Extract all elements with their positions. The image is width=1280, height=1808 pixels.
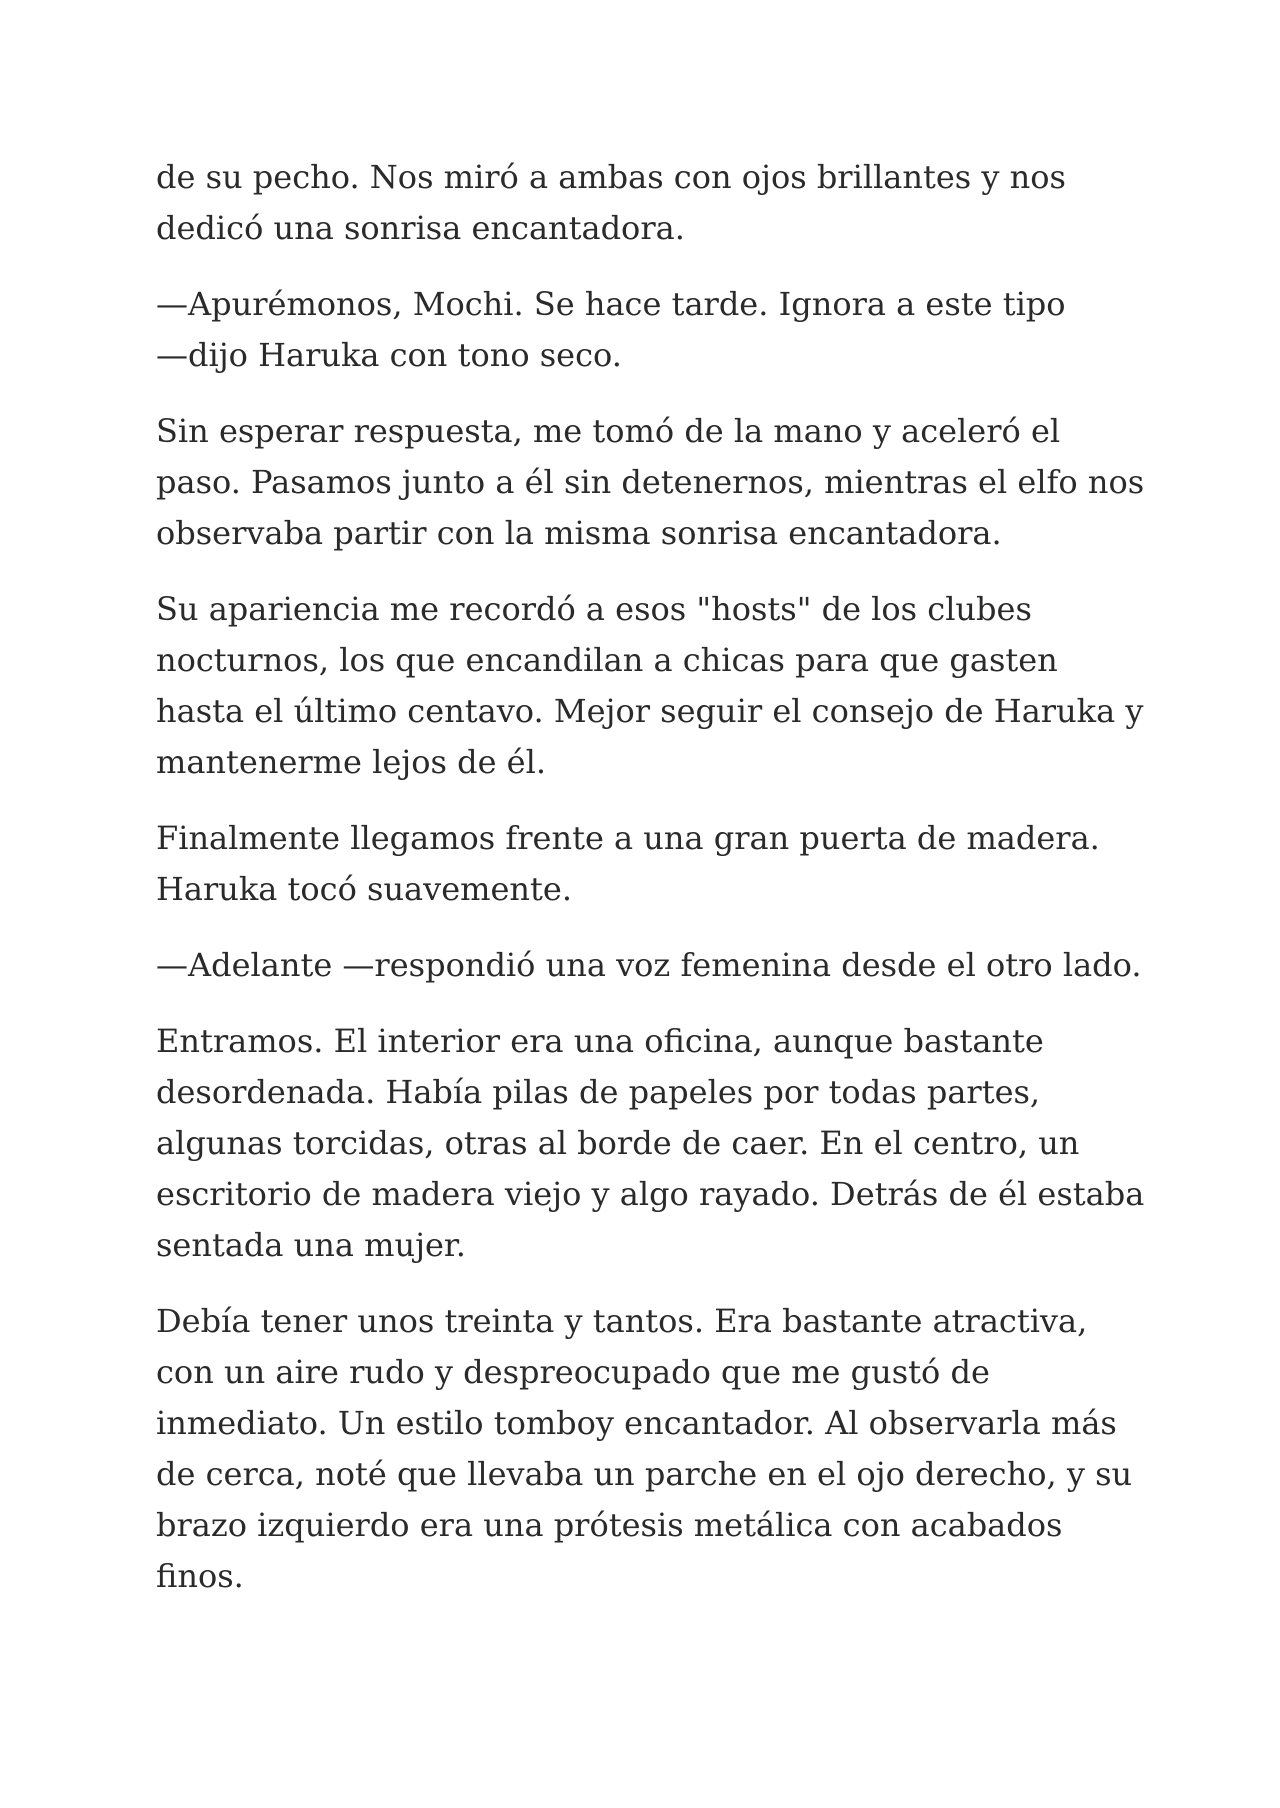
paragraph: Su apariencia me recordó a esos "hosts" de los clubes nocturnos, los que encandilan a chicas para que gasten hasta el último centavo. Mejor seguir el consejo de Haruka y mantenerme lejos de él. — [156, 590, 1144, 781]
paragraph: Sin esperar respuesta, me tomó de la mano y aceleró el paso. Pasamos junto a él sin detenernos, mientras el elfo nos observaba partir con la misma sonrisa encantadora. — [156, 412, 1145, 552]
paragraph: —Apurémonos, Mochi. Se hace tarde. Ignora a este tipo —dijo Haruka con tono seco. — [156, 285, 1066, 374]
paragraph: Entramos. El interior era una oficina, aunque bastante desordenada. Había pilas de papeles por todas partes, algunas torcidas, otras al borde de caer. En el centro, un escritorio de madera viejo y algo rayado. Detrás de él estaba sentada una mujer. — [156, 1022, 1145, 1264]
body-text — [156, 152, 1156, 1627]
paragraph: de su pecho. Nos miró a ambas con ojos brillantes y nos dedicó una sonrisa encantadora. — [156, 158, 1066, 247]
paragraph: Finalmente llegamos frente a una gran puerta de madera. Haruka tocó suavemente. — [156, 819, 1100, 908]
paragraph: —Adelante —respondió una voz femenina desde el otro lado. — [156, 946, 1142, 984]
paragraph: Debía tener unos treinta y tantos. Era bastante atractiva, con un aire rudo y despreocupado que me gustó de inmediato. Un estilo tomboy encantador. Al observarla más de cerca, noté que llevaba un parche en el ojo derecho, y su brazo izquierdo era una prótesis metálica con acabados finos. — [156, 1302, 1133, 1595]
